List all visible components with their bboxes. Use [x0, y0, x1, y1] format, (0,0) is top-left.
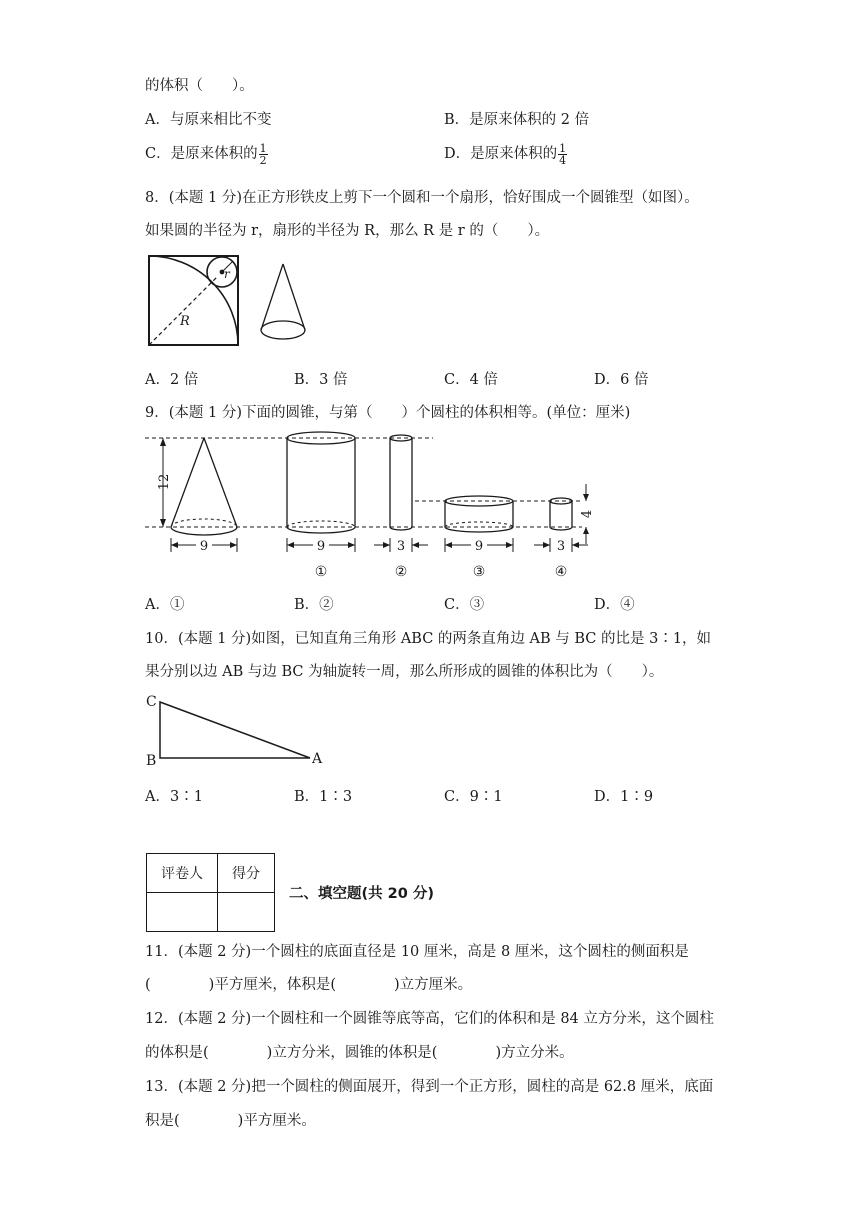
- q7-tail: 的体积（ ）。: [145, 78, 254, 94]
- q8-option-b[interactable]: B．3 倍: [294, 372, 348, 388]
- q11-line1: 11．(本题 2 分)一个圆柱的底面直径是 10 厘米，高是 8 厘米，这个圆柱的侧面积是: [145, 944, 689, 960]
- q12-line1: 12．(本题 2 分)一个圆柱和一个圆锥等底等高，它们的体积和是 84 立方分米，这个圆柱: [145, 1011, 714, 1027]
- grader-header: 评卷人: [147, 854, 218, 893]
- cyl2-diameter-label: 3: [396, 539, 406, 554]
- q8-figure: [140, 248, 320, 353]
- q7-option-d-text: D．是原来体积的: [444, 146, 558, 162]
- q8-option-c[interactable]: C．4 倍: [444, 372, 498, 388]
- q8-option-d[interactable]: D．6 倍: [594, 372, 649, 388]
- q10-option-a[interactable]: A．3∶1: [145, 789, 203, 805]
- cone-base: [261, 321, 305, 339]
- q13-line2: 积是( )平方厘米。: [145, 1113, 316, 1129]
- score-cell[interactable]: [218, 893, 275, 932]
- vertex-B: B: [146, 753, 157, 769]
- q11-line2: ( )平方厘米，体积是( )立方厘米。: [145, 977, 473, 993]
- q8-option-a[interactable]: A．2 倍: [145, 372, 199, 388]
- q9-option-b[interactable]: B．②: [294, 597, 334, 613]
- q13-line1: 13．(本题 2 分)把一个圆柱的侧面展开，得到一个正方形，圆柱的高是 62.8 厘米，底面: [145, 1079, 714, 1095]
- cyl1-label: ①: [314, 564, 328, 580]
- cone-height-label: 12: [157, 473, 172, 491]
- cyl1-diameter-label: 9: [316, 539, 326, 554]
- q9-option-d[interactable]: D．④: [594, 597, 635, 613]
- score-table: [146, 853, 275, 932]
- q10-line1: 10．(本题 1 分)如图，已知直角三角形 ABC 的两条直角边 AB 与 BC 的比是 3∶1，如: [145, 631, 712, 647]
- grader-cell[interactable]: [147, 893, 218, 932]
- section-title: 二、填空题(共 20 分): [289, 886, 435, 902]
- radius-R-line: [149, 276, 218, 345]
- triangle-abc: [160, 702, 310, 758]
- fraction: $\frac{1}{4}$: [559, 141, 567, 167]
- q7-option-a[interactable]: A．与原来相比不变: [145, 112, 272, 128]
- cyl4-label: ④: [554, 564, 568, 580]
- fraction: $\frac{1}{2}$: [259, 141, 267, 167]
- cyl3-label: ③: [472, 564, 486, 580]
- q7-option-d[interactable]: [444, 142, 567, 166]
- cyl2-label: ②: [394, 564, 408, 580]
- q10-line2: 果分别以边 AB 与边 BC 为轴旋转一周，那么所形成的圆锥的体积比为（ ）。: [145, 664, 664, 680]
- q8-line2: 如果圆的半径为 r，扇形的半径为 R，那么 R 是 r 的（ ）。: [145, 223, 550, 239]
- cone-diameter-label: 9: [199, 539, 209, 554]
- label-r: r: [224, 267, 230, 281]
- q10-figure: [140, 688, 340, 770]
- q7-option-c-text: C．是原来体积的: [145, 146, 258, 162]
- vertex-A: A: [312, 751, 323, 767]
- cyl4-diameter-label: 3: [556, 539, 566, 554]
- cyl3-diameter-label: 9: [474, 539, 484, 554]
- q8-line1: 8．(本题 1 分)在正方形铁皮上剪下一个圆和一个扇形，恰好围成一个圆锥型（如图）。: [145, 190, 699, 206]
- q9-option-c[interactable]: C．③: [444, 597, 485, 613]
- q7-option-b[interactable]: B．是原来体积的 2 倍: [444, 112, 590, 128]
- q10-option-d[interactable]: D．1∶9: [594, 789, 654, 805]
- q9-figure: [140, 428, 610, 588]
- q10-option-c[interactable]: C．9∶1: [444, 789, 503, 805]
- q7-option-c[interactable]: [145, 142, 268, 166]
- vertex-C: C: [146, 694, 157, 710]
- q12-line2: 的体积是( )立方分米，圆锥的体积是( )方立分米。: [145, 1045, 574, 1061]
- short-height-label: 4: [580, 509, 595, 519]
- q9-option-a[interactable]: A．①: [145, 597, 185, 613]
- q9-line1: 9．(本题 1 分)下面的圆锥，与第（ ）个圆柱的体积相等。(单位：厘米): [145, 405, 631, 421]
- score-header: 得分: [218, 854, 275, 893]
- label-R: R: [180, 314, 190, 329]
- q10-option-b[interactable]: B．1∶3: [294, 789, 353, 805]
